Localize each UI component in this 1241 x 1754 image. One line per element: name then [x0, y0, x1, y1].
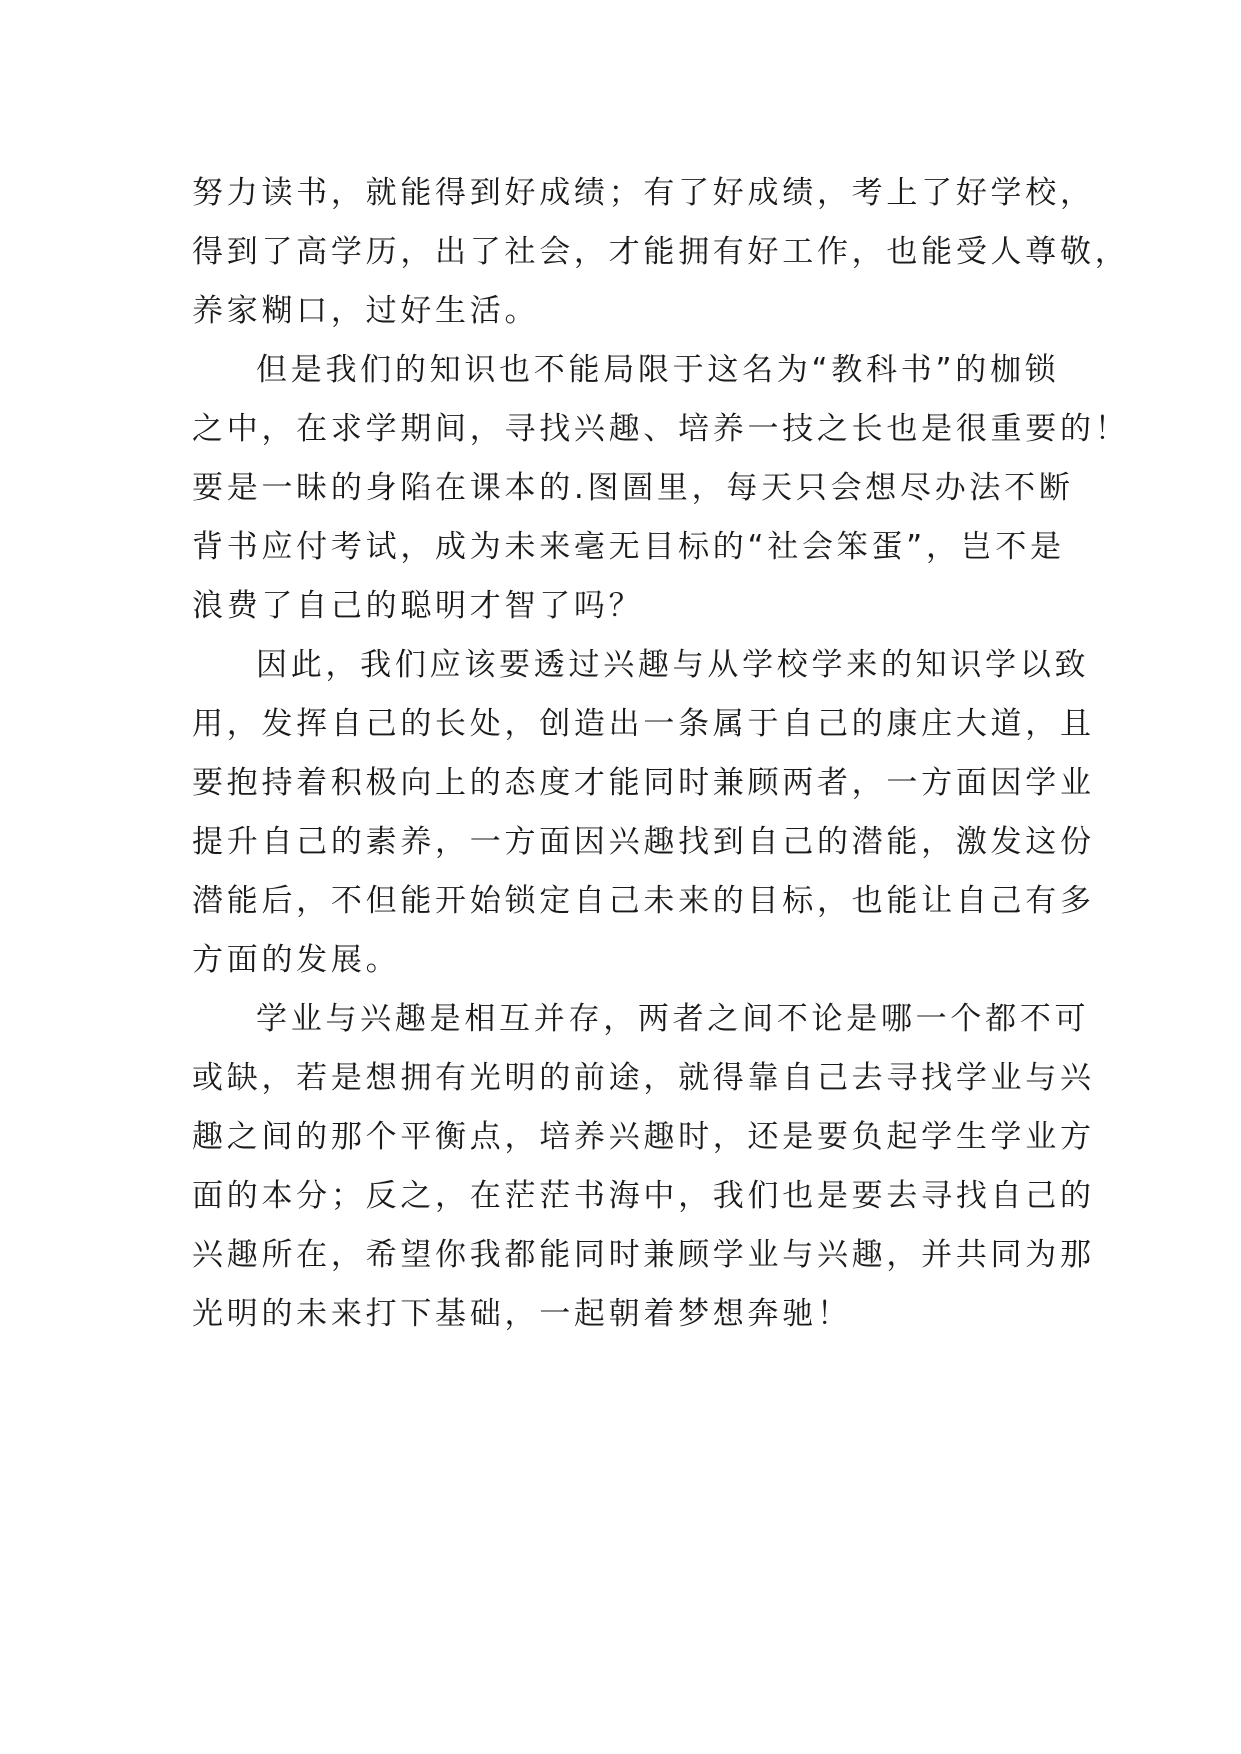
text-line: 之中，在求学期间，寻找兴趣、培养一技之长也是很重要的！: [192, 411, 1130, 447]
text-line: 趣之间的那个平衡点，培养兴趣时，还是要负起学生学业方: [192, 1119, 1095, 1155]
text-line: 提升自己的素养，一方面因兴趣找到自己的潜能，激发这份: [192, 824, 1095, 860]
text-line: 浪费了自己的聪明才智了吗？: [192, 588, 644, 624]
text-line: 要是一昧的身陷在课本的.图圄里，每天只会想尽办法不断: [192, 470, 1074, 506]
text-line: 方面的发展。: [192, 942, 401, 978]
text-line: 用，发挥自己的长处，创造出一条属于自己的康庄大道，且: [192, 706, 1095, 742]
paragraph-4: [192, 990, 1095, 1344]
text-line: 或缺，若是想拥有光明的前途，就得靠自己去寻找学业与兴: [192, 1060, 1095, 1096]
text-line: 要抱持着积极向上的态度才能同时兼顾两者，一方面因学业: [192, 765, 1095, 801]
paragraph-1: [192, 164, 1130, 341]
text-line: 光明的未来打下基础，一起朝着梦想奔驰！: [192, 1296, 852, 1332]
text-line: 但是我们的知识也不能局限于这名为“教科书”的枷锁: [256, 352, 1060, 388]
text-line: 因此，我们应该要透过兴趣与从学校学来的知识学以致: [256, 647, 1090, 683]
text-line: 背书应付考试，成为未来毫无目标的“社会笨蛋”，岂不是: [192, 529, 1065, 565]
document-body: [192, 164, 1130, 1344]
paragraph-3: [192, 636, 1095, 990]
text-line: 兴趣所在，希望你我都能同时兼顾学业与兴趣，并共同为那: [192, 1237, 1095, 1273]
text-line: 潜能后，不但能开始锁定自己未来的目标，也能让自己有多: [192, 883, 1095, 919]
text-line: 学业与兴趣是相互并存，两者之间不论是哪一个都不可: [256, 1001, 1090, 1037]
paragraph-2: [192, 341, 1130, 636]
text-line: 面的本分；反之，在茫茫书海中，我们也是要去寻找自己的: [192, 1178, 1095, 1214]
text-line: 养家糊口，过好生活。: [192, 293, 540, 329]
text-line: 得到了高学历，出了社会，才能拥有好工作，也能受人尊敬，: [192, 234, 1130, 270]
text-line: 努力读书，就能得到好成绩；有了好成绩，考上了好学校，: [192, 175, 1095, 211]
